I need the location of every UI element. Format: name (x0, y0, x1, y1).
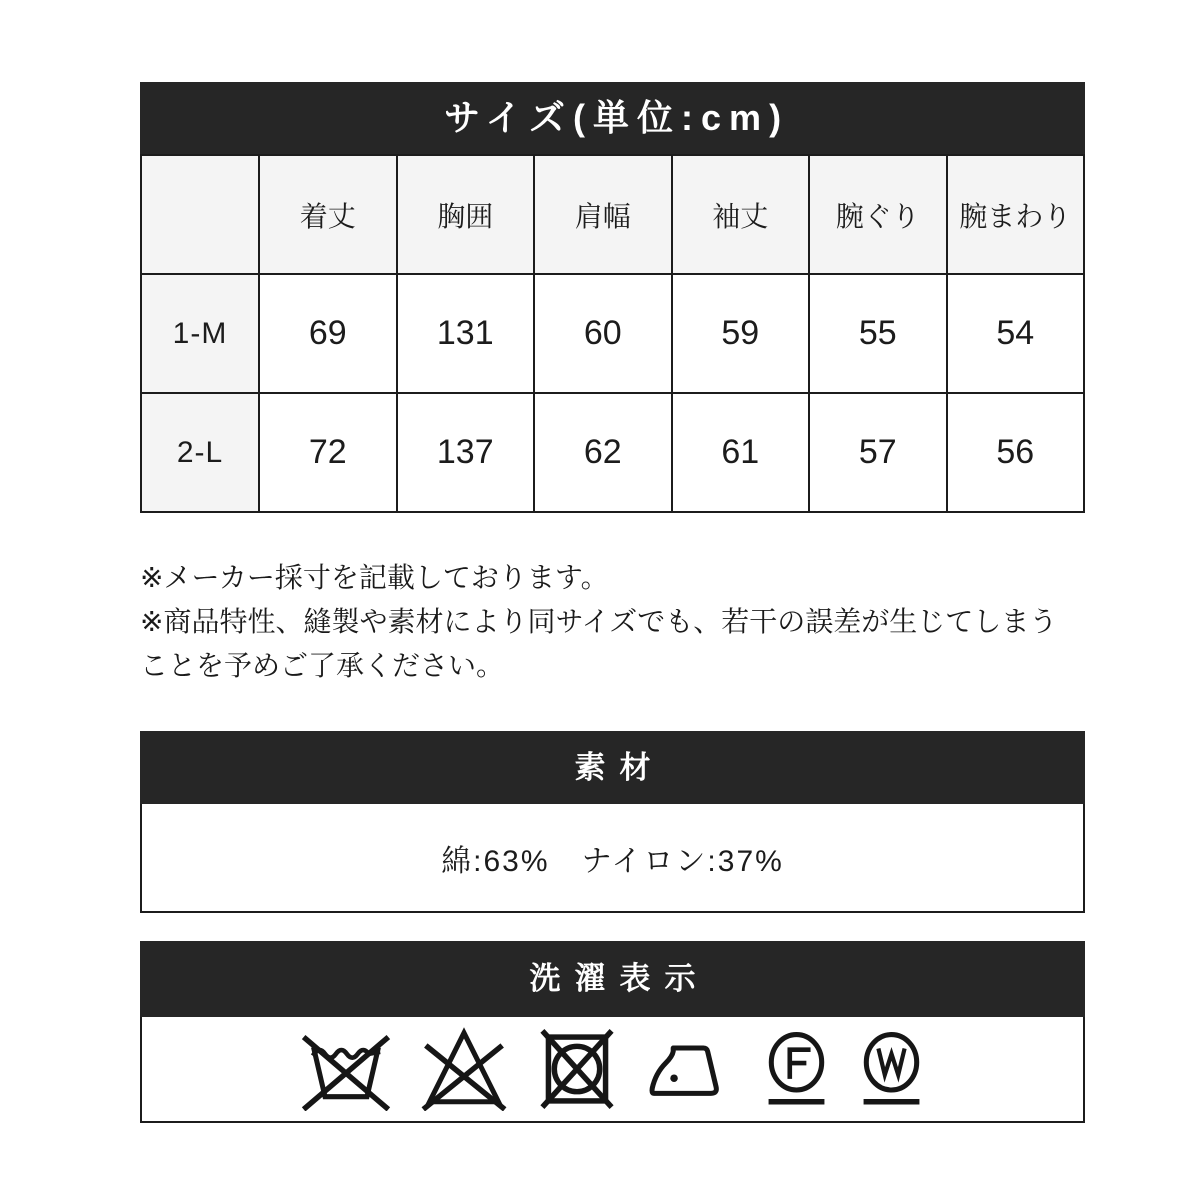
size-table-header-row (141, 155, 1084, 274)
size-value-cell: 57 (809, 393, 947, 512)
material-composition-text: 綿:63% ナイロン:37% (441, 844, 784, 878)
material-section (140, 731, 1085, 913)
size-row-label: 1-M (141, 274, 259, 393)
measurement-notes (140, 556, 1065, 688)
size-value-cell: 137 (397, 393, 535, 512)
size-table-row (141, 393, 1084, 512)
size-value-cell: 55 (809, 274, 947, 393)
size-section (140, 82, 1085, 513)
material-content (140, 804, 1085, 913)
care-section-title: 洗濯表示 (529, 961, 710, 996)
size-row-label: 2-L (141, 393, 259, 512)
size-value-cell: 59 (672, 274, 810, 393)
size-value-cell: 61 (672, 393, 810, 512)
size-value-cell: 60 (534, 274, 672, 393)
material-section-title: 素材 (574, 750, 665, 785)
size-table-column-header: 腕ぐり (809, 155, 947, 274)
size-section-header-bar (140, 82, 1085, 154)
size-value-cell: 62 (534, 393, 672, 512)
care-section-header-bar (140, 941, 1085, 1017)
wet-clean-w-icon (856, 1027, 927, 1111)
size-value-cell: 131 (397, 274, 535, 393)
size-table-corner-cell (141, 155, 259, 274)
iron-low-heat-icon (643, 1027, 737, 1111)
size-table-column-header: 着丈 (259, 155, 397, 274)
size-value-cell: 72 (259, 393, 397, 512)
size-table-column-header: 胸囲 (397, 155, 535, 274)
size-section-title: サイズ(単位:cm) (443, 97, 790, 138)
note-line: ※メーカー採寸を記載しております。 (140, 562, 609, 593)
do-not-tumble-dry-icon (535, 1027, 619, 1111)
size-table-column-header: 袖丈 (672, 155, 810, 274)
care-symbols-row (140, 1017, 1085, 1123)
care-section (140, 941, 1085, 1123)
size-table (140, 154, 1085, 513)
dry-clean-f-icon (761, 1027, 832, 1111)
size-table-column-header: 腕まわり (947, 155, 1085, 274)
note-line: ※商品特性、縫製や素材により同サイズでも、若干の誤差が生じてしまうことを予めご了承ください。 (140, 606, 1058, 681)
material-section-header-bar (140, 731, 1085, 804)
size-table-column-header: 肩幅 (534, 155, 672, 274)
do-not-bleach-icon (417, 1027, 511, 1111)
do-not-wash-icon (299, 1027, 393, 1111)
size-value-cell: 54 (947, 274, 1085, 393)
size-value-cell: 56 (947, 393, 1085, 512)
size-table-row (141, 274, 1084, 393)
size-value-cell: 69 (259, 274, 397, 393)
